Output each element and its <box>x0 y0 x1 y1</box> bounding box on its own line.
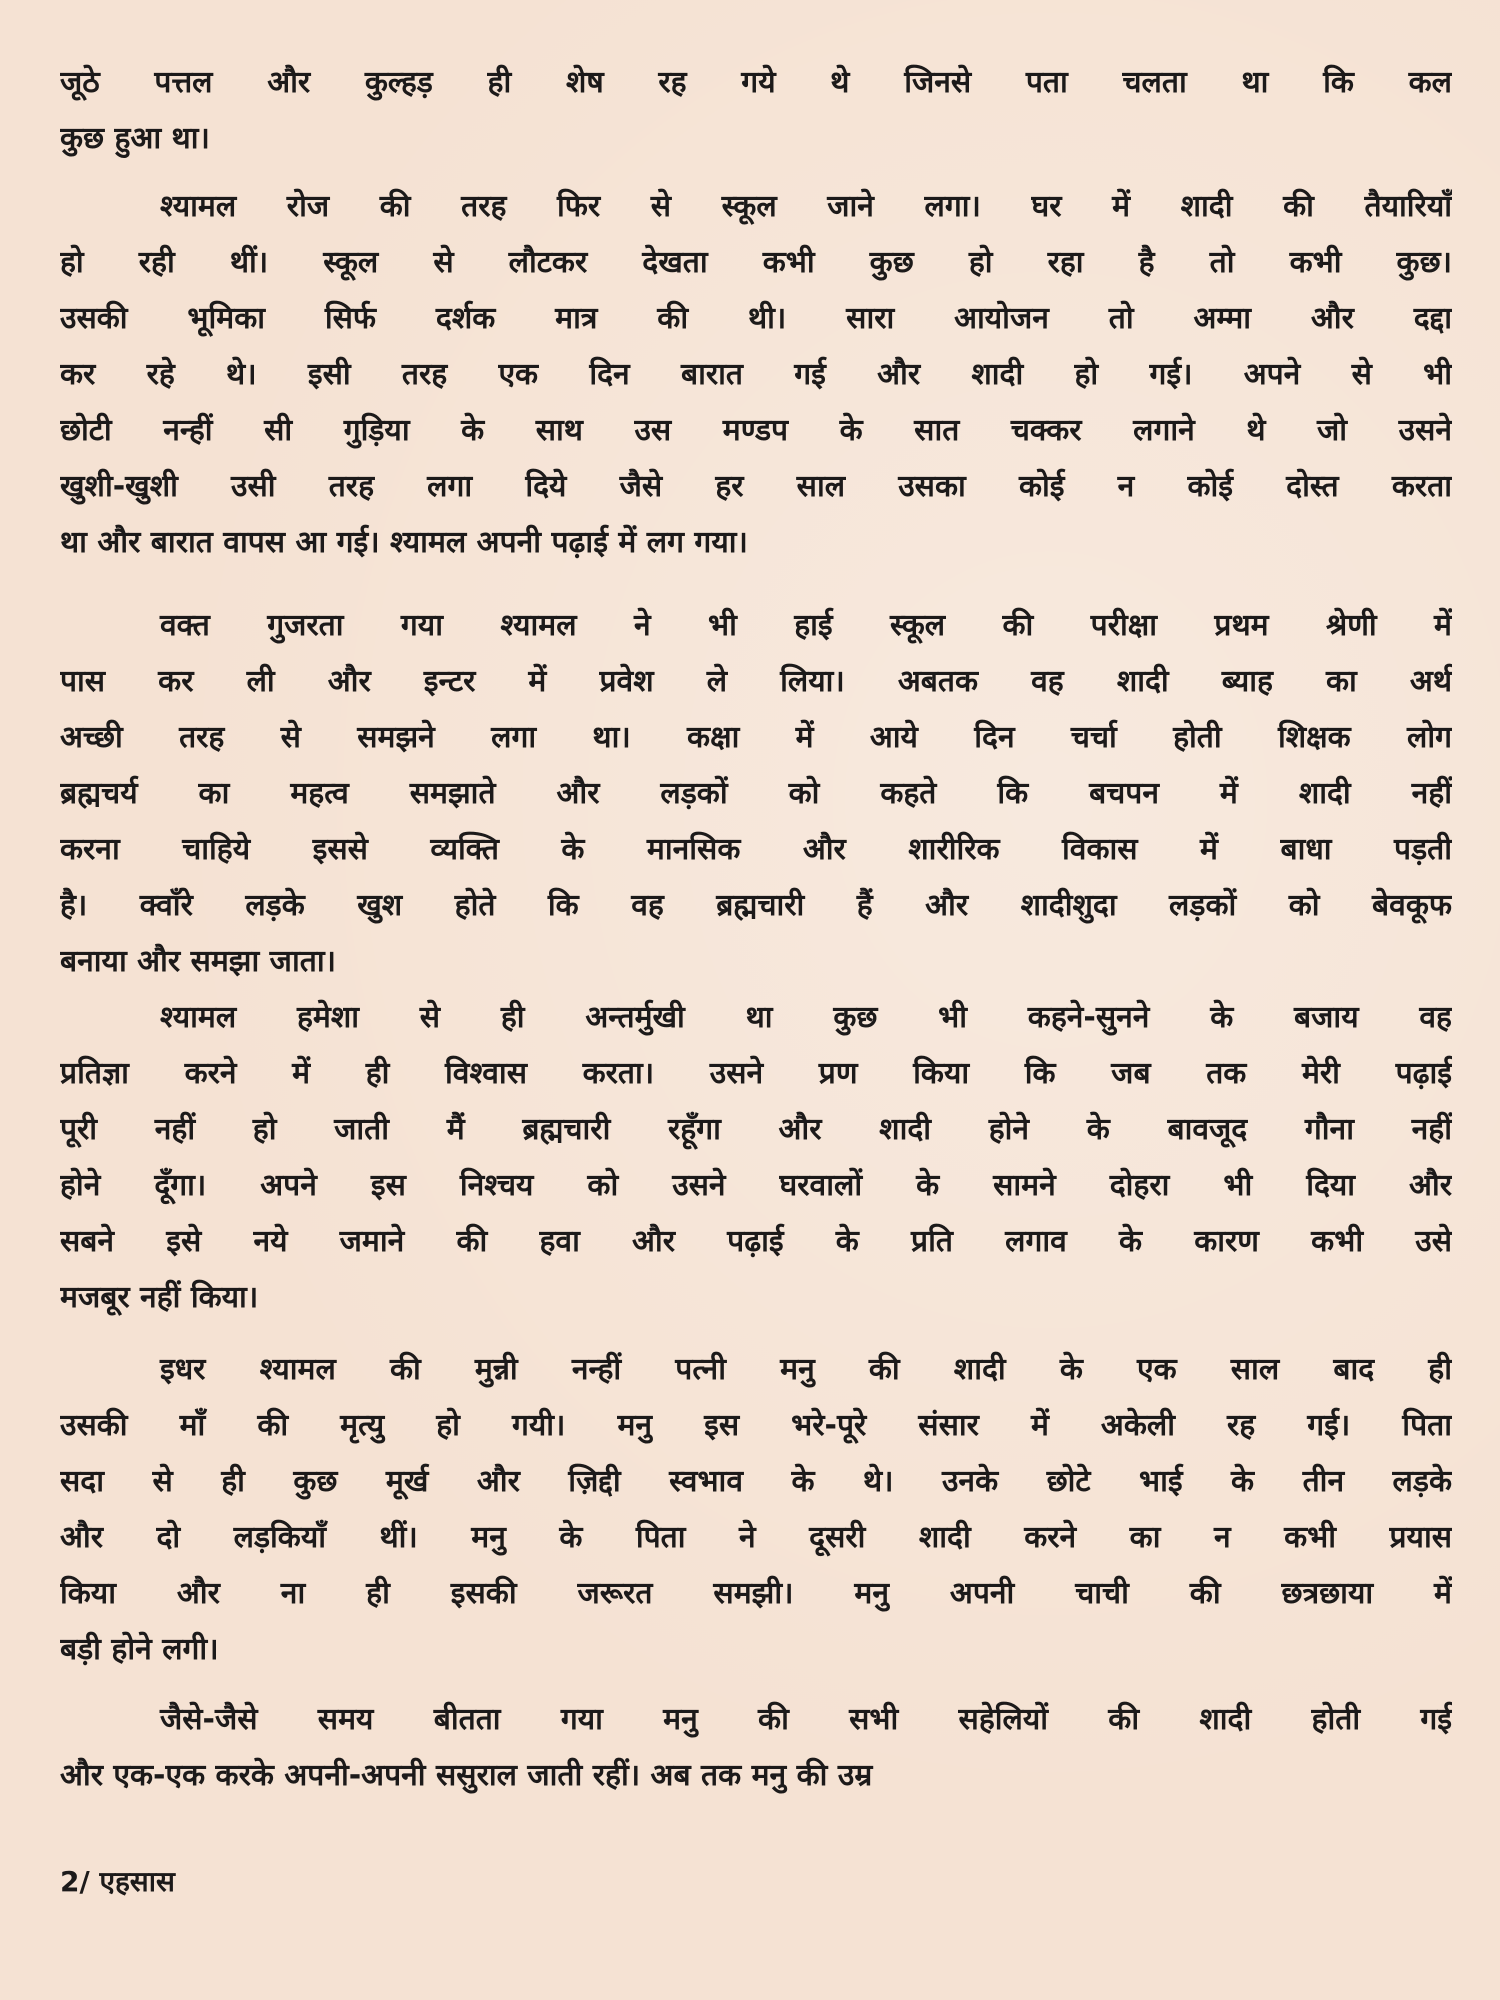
text-line: कर रहे थे। इसी तरह एक दिन बारात गई और शादी हो गई। अपने से भी <box>60 357 1452 392</box>
text-line: था और बारात वापस आ गई। श्यामल अपनी पढ़ाई में लग गया। <box>60 525 748 560</box>
text-line: खुशी-खुशी उसी तरह लगा दिये जैसे हर साल उसका कोई न कोई दोस्त करता <box>60 469 1452 504</box>
text-line: किया और ना ही इसकी जरूरत समझी। मनु अपनी चाची की छत्रछाया में <box>60 1576 1452 1611</box>
text-line: बनाया और समझा जाता। <box>60 944 336 979</box>
paragraph <box>60 1342 1452 1678</box>
text-line: जैसे-जैसे समय बीतता गया मनु की सभी सहेलियों की शादी होती गई <box>160 1702 1452 1737</box>
paragraph <box>60 598 1452 990</box>
text-line: पूरी नहीं हो जाती मैं ब्रह्मचारी रहूँगा और शादी होने के बावजूद गौना नहीं <box>60 1112 1452 1147</box>
text-line: सबने इसे नये जमाने की हवा और पढ़ाई के प्रति लगाव के कारण कभी उसे <box>60 1224 1452 1259</box>
paragraph <box>60 1692 1452 1804</box>
text-line: अच्छी तरह से समझने लगा था। कक्षा में आये दिन चर्चा होती शिक्षक लोग <box>60 720 1452 755</box>
paragraph <box>60 990 1452 1326</box>
text-line: सदा से ही कुछ मूर्ख और ज़िद्दी स्वभाव के थे। उनके छोटे भाई के तीन लड़के <box>60 1464 1452 1499</box>
text-line: बड़ी होने लगी। <box>60 1632 219 1667</box>
page-footer: 2/ एहसास <box>60 1865 175 1898</box>
text-line: ब्रह्मचर्य का महत्व समझाते और लड़कों को कहते कि बचपन में शादी नहीं <box>60 776 1452 811</box>
text-line: जूठे पत्तल और कुल्हड़ ही शेष रह गये थे जिनसे पता चलता था कि कल <box>60 65 1452 100</box>
text-line: और दो लड़कियाँ थीं। मनु के पिता ने दूसरी शादी करने का न कभी प्रयास <box>60 1520 1452 1555</box>
text-line: इधर श्यामल की मुन्नी नन्हीं पत्नी मनु की शादी के एक साल बाद ही <box>160 1352 1452 1387</box>
text-line: कुछ हुआ था। <box>60 121 210 156</box>
text-line: मजबूर नहीं किया। <box>60 1280 259 1315</box>
text-line: है। क्वाँरे लड़के खुश होते कि वह ब्रह्मचारी हैं और शादीशुदा लड़कों को बेवकूफ <box>60 888 1452 923</box>
text-line: श्यामल हमेशा से ही अन्तर्मुखी था कुछ भी कहने-सुनने के बजाय वह <box>160 1000 1452 1035</box>
paragraph <box>60 55 1452 167</box>
text-line: उसकी भूमिका सिर्फ दर्शक मात्र की थी। सारा आयोजन तो अम्मा और दद्दा <box>60 301 1452 336</box>
text-line: और एक-एक करके अपनी-अपनी ससुराल जाती रहीं। अब तक मनु की उम्र <box>60 1758 873 1793</box>
text-line: पास कर ली और इन्टर में प्रवेश ले लिया। अबतक वह शादी ब्याह का अर्थ <box>60 664 1452 699</box>
text-line: उसकी माँ की मृत्यु हो गयी। मनु इस भरे-पूरे संसार में अकेली रह गई। पिता <box>60 1408 1452 1443</box>
page-body <box>60 55 1452 1804</box>
paragraph <box>60 179 1452 571</box>
text-line: हो रही थीं। स्कूल से लौटकर देखता कभी कुछ हो रहा है तो कभी कुछ। <box>60 245 1452 280</box>
text-line: होने दूँगा। अपने इस निश्चय को उसने घरवालों के सामने दोहरा भी दिया और <box>60 1168 1452 1203</box>
text-line: करना चाहिये इससे व्यक्ति के मानसिक और शारीरिक विकास में बाधा पड़ती <box>60 832 1452 867</box>
text-line: प्रतिज्ञा करने में ही विश्वास करता। उसने प्रण किया कि जब तक मेरी पढ़ाई <box>60 1056 1452 1091</box>
text-line: छोटी नन्हीं सी गुड़िया के साथ उस मण्डप के सात चक्कर लगाने थे जो उसने <box>60 413 1452 448</box>
text-line: श्यामल रोज की तरह फिर से स्कूल जाने लगा। घर में शादी की तैयारियाँ <box>160 189 1452 224</box>
text-line: वक्त गुजरता गया श्यामल ने भी हाई स्कूल की परीक्षा प्रथम श्रेणी में <box>160 608 1452 643</box>
